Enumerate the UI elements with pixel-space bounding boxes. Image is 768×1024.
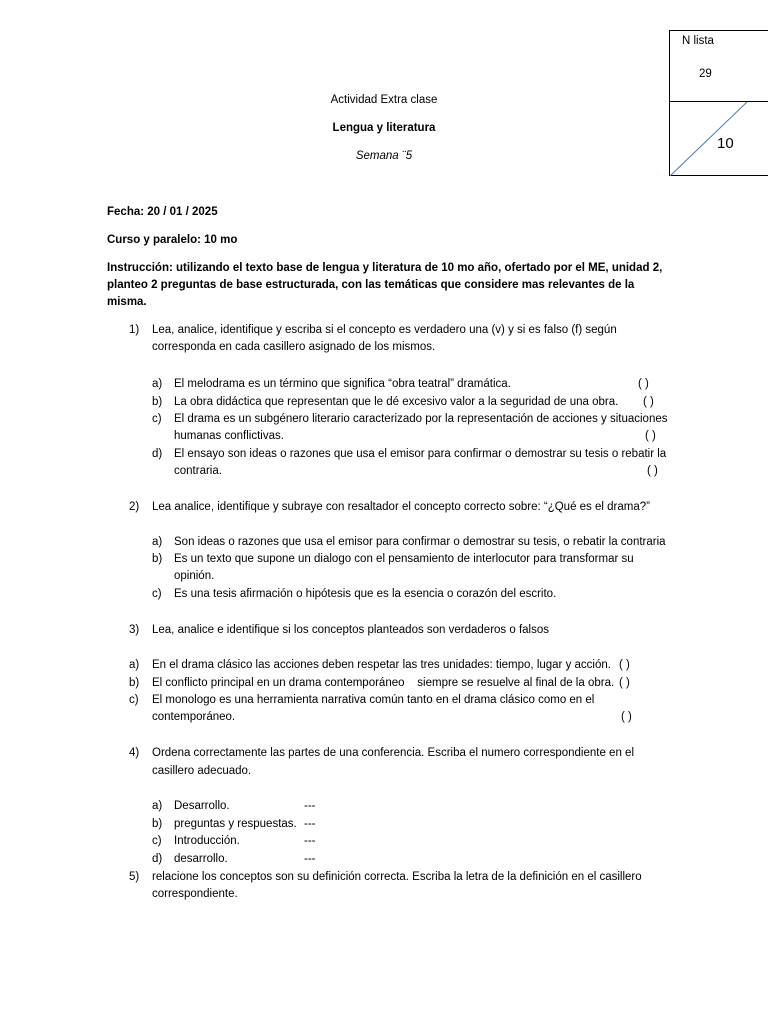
q5-number: 5) [129, 871, 140, 883]
q2-option[interactable]: Son ideas o razones que usa el emisor para confirmar o demostrar su tesis, o rebatir la contraria [174, 536, 666, 548]
course-line: Curso y paralelo: 10 mo [107, 234, 238, 246]
grade: 10 [717, 135, 734, 152]
q1-item-letter: d) [152, 448, 163, 460]
list-label: N lista [682, 35, 714, 47]
answer-blank[interactable]: ( ) [647, 465, 658, 477]
q4-item-label: Desarrollo. [174, 800, 230, 812]
q4-item-label: preguntas y respuestas. [174, 818, 297, 830]
answer-blank[interactable]: ( ) [621, 711, 632, 723]
instruction-line-3: misma. [107, 296, 147, 308]
q3-text: Lea, analice e identifique si los conceptos planteados son verdaderos o falsos [152, 624, 550, 636]
q4-text-2: casillero adecuado. [152, 765, 252, 777]
answer-blank[interactable]: --- [304, 835, 316, 847]
q4-item-letter: b) [152, 818, 163, 830]
q2-option-cont[interactable]: opinión. [174, 570, 215, 582]
q1-item-letter: b) [152, 396, 163, 408]
subject-title: Lengua y literatura [332, 122, 436, 134]
answer-blank[interactable]: ( ) [638, 378, 649, 390]
q1-number: 1) [129, 324, 140, 336]
answer-blank[interactable]: --- [304, 853, 316, 865]
q1-item-text: El melodrama es un término que significa “obra teatral” dramática. [174, 378, 511, 390]
q1-item-text: El ensayo son ideas o razones que usa el emisor para confirmar o demostrar su tesis o rebatir la [174, 448, 667, 460]
q1-item-text: El drama es un subgénero literario caracterizado por la representación de acciones y situaciones [174, 413, 668, 425]
q3-item-text: En el drama clásico las acciones deben respetar las tres unidades: tiempo, lugar y acción. [152, 659, 611, 671]
q3-item-text-cont: contemporáneo. [152, 711, 236, 723]
answer-blank[interactable]: ( ) [619, 677, 630, 689]
answer-blank[interactable]: ( ) [643, 396, 654, 408]
instruction-line-1: Instrucción: utilizando el texto base de lengua y literatura de 10 mo año, ofertado por el ME, unidad 2, [107, 262, 663, 274]
q2-item-letter: a) [152, 536, 163, 548]
q3-item-letter: c) [129, 694, 139, 706]
q3-item-letter: b) [129, 677, 140, 689]
date-line: Fecha: 20 / 01 / 2025 [107, 206, 218, 218]
q1-item-text-cont: humanas conflictivas. [174, 430, 284, 442]
q3-item-letter: a) [129, 659, 140, 671]
q2-option[interactable]: Es un texto que supone un dialogo con el pensamiento de interlocutor para transformar su [174, 553, 634, 565]
q5-text-1: relacione los conceptos son su definición correcta. Escriba la letra de la definición en el casillero [152, 871, 642, 883]
list-number: 29 [699, 68, 712, 80]
q3-number: 3) [129, 624, 140, 636]
q3-item-text: El monologo es una herramienta narrativa común tanto en el drama clásico como en el [152, 694, 595, 706]
q1-item-text-cont: contraria. [174, 465, 222, 477]
q2-item-letter: c) [152, 588, 162, 600]
q4-item-letter: a) [152, 800, 163, 812]
q1-item-letter: c) [152, 413, 162, 425]
q1-item-text: La obra didáctica que representan que le dé excesivo valor a la seguridad de una obra. [174, 396, 619, 408]
q3-item-text: El conflicto principal en un drama contemporáneo siempre se resuelve al final de la obra. [152, 677, 615, 689]
q4-item-letter: d) [152, 853, 163, 865]
answer-blank[interactable]: --- [304, 800, 316, 812]
q1-item-letter: a) [152, 378, 163, 390]
q2-text: Lea analice, identifique y subraye con resaltador el concepto correcto sobre: “¿Qué es el drama?” [152, 501, 650, 513]
q1-text-2: corresponda en cada casillero asignado de los mismos. [152, 341, 436, 353]
q4-text-1: Ordena correctamente las partes de una conferencia. Escriba el numero correspondiente en el [152, 747, 634, 759]
week-label: Semana ¨5 [355, 150, 413, 162]
q2-option[interactable]: Es una tesis afirmación o hipótesis que es la esencia o corazón del escrito. [174, 588, 557, 600]
q2-number: 2) [129, 501, 140, 513]
answer-blank[interactable]: ( ) [645, 430, 656, 442]
q4-item-label: Introducción. [174, 835, 240, 847]
q4-item-letter: c) [152, 835, 162, 847]
q2-item-letter: b) [152, 553, 163, 565]
instruction-line-2: planteo 2 preguntas de base estructurada, con las temáticas que considere mas relevantes de la [107, 279, 635, 291]
q4-item-label: desarrollo. [174, 853, 228, 865]
q5-text-2: correspondiente. [152, 888, 238, 900]
q4-number: 4) [129, 747, 140, 759]
q1-text-1: Lea, analice, identifique y escriba si el concepto es verdadero una (v) y si es falso (f) según [152, 324, 617, 336]
activity-title: Actividad Extra clase [330, 94, 438, 106]
answer-blank[interactable]: ( ) [619, 659, 630, 671]
answer-blank[interactable]: --- [304, 818, 316, 830]
